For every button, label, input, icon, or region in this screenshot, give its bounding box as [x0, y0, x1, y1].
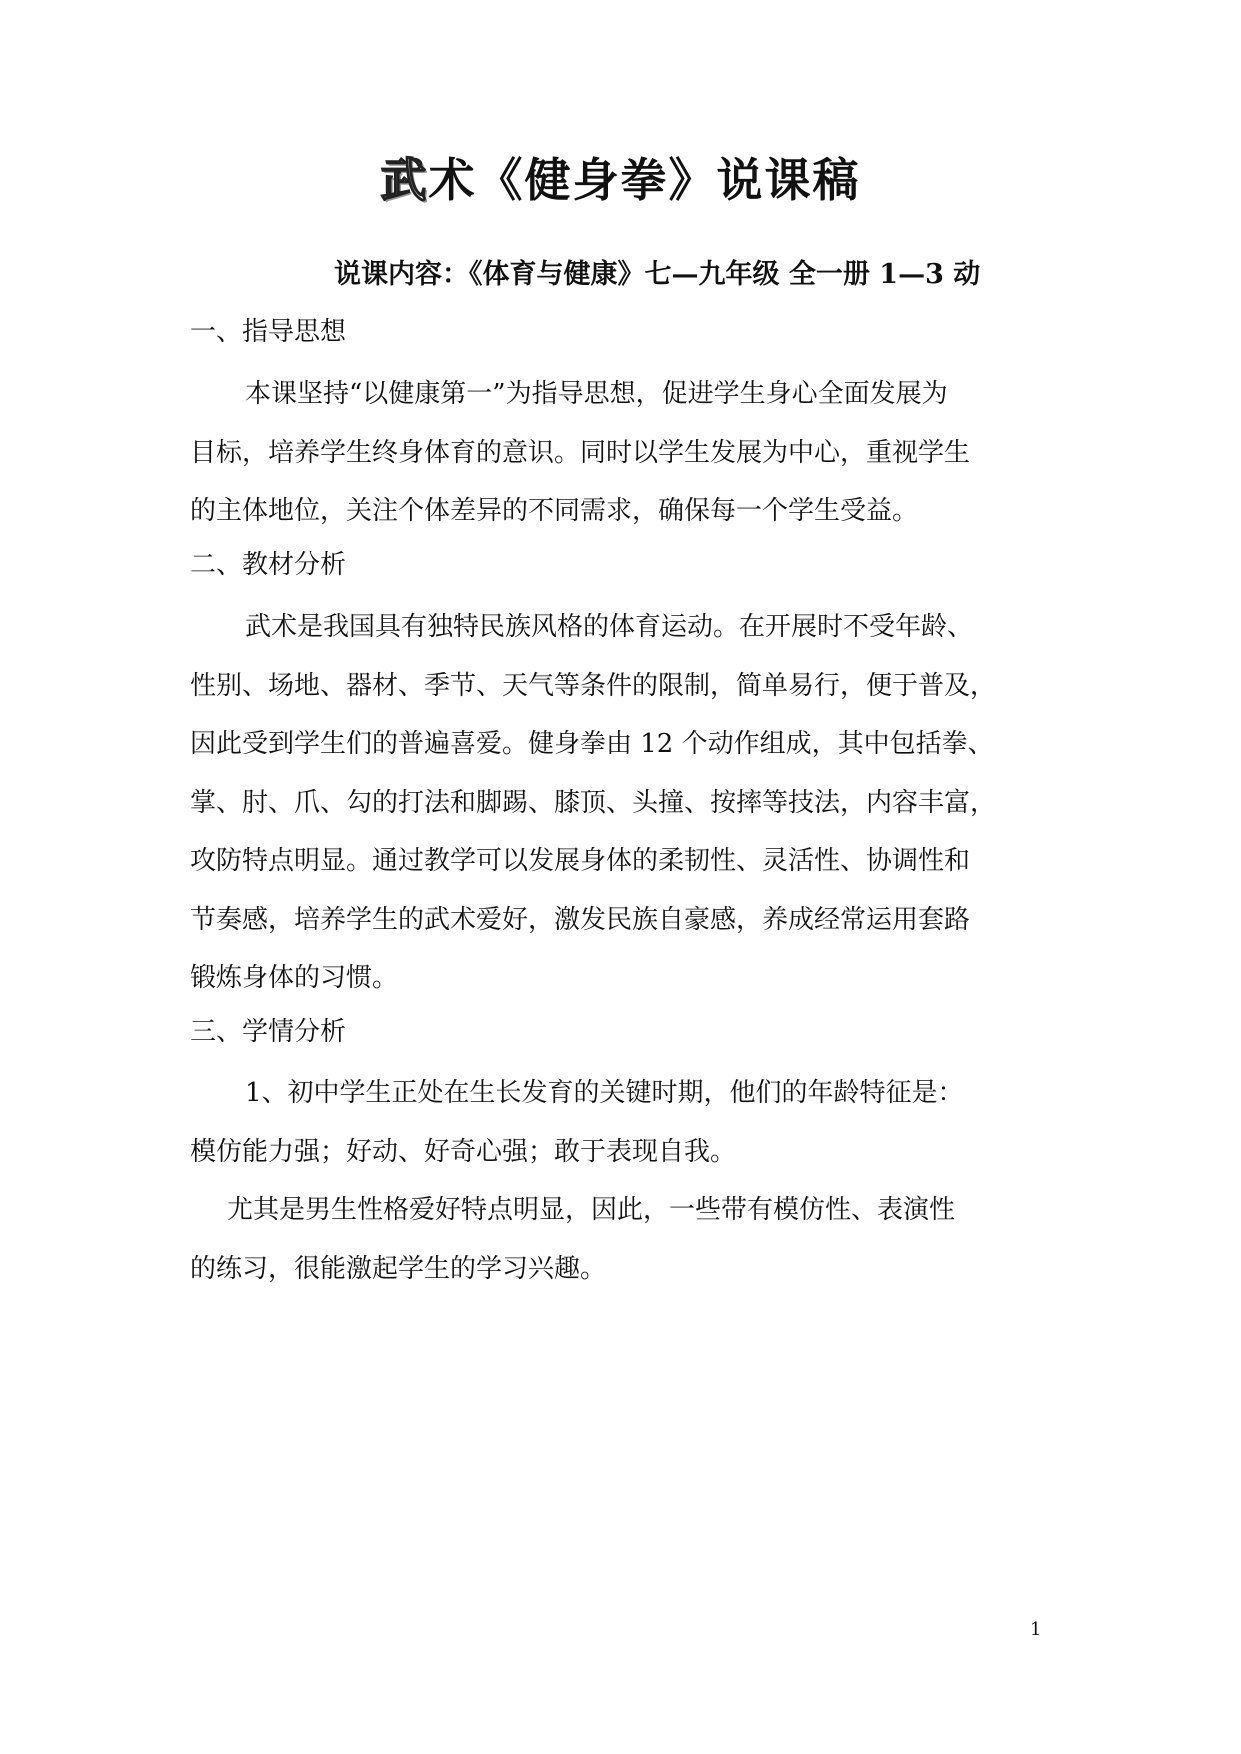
paragraph-line: 本课坚持“以健康第一”为指导思想，促进学生身心全面发展为	[245, 379, 948, 409]
paragraph-line: 尤其是男生性格爱好特点明显，因此，一些带有模仿性、表演性	[227, 1195, 956, 1225]
lesson-content-subtitle: 说课内容：《体育与健康》七—九年级 全一册 1—3 动	[334, 259, 981, 290]
paragraph-line: 攻防特点明显。通过教学可以发展身体的柔韧性、灵活性、协调性和	[190, 846, 971, 876]
section-heading-material-analysis: 二、教材分析	[190, 550, 347, 580]
paragraph-line: 的练习，很能激起学生的学习兴趣。	[190, 1253, 607, 1284]
paragraph-line: 模仿能力强；好动、好奇心强；敢于表现自我。	[190, 1136, 737, 1167]
paragraph-line: 因此受到学生们的普遍喜爱。健身拳由 12 个动作组成，其中包括拳、	[190, 729, 994, 759]
paragraph-line: 目标，培养学生终身体育的意识。同时以学生发展为中心，重视学生	[190, 437, 971, 468]
section-body-guiding-ideology	[190, 365, 1070, 541]
paragraph-line: 性别、场地、器材、季节、天气等条件的限制，简单易行，便于普及，	[190, 670, 997, 701]
paragraph-line: 掌、肘、爪、勾的打法和脚踢、膝顶、头撞、按摔等技法，内容丰富，	[190, 787, 997, 818]
paragraph-line: 的主体地位，关注个体差异的不同需求，确保每一个学生受益。	[190, 496, 919, 526]
document-title	[0, 150, 1241, 210]
paragraph-line: 节奏感，培养学生的武术爱好，激发民族自豪感，养成经常运用套路	[190, 904, 971, 935]
section-body-material-analysis	[190, 598, 1070, 1008]
page-number: 1	[1030, 1619, 1042, 1640]
section-heading-guiding-ideology: 一、指导思想	[190, 317, 347, 347]
section-heading-student-analysis: 三、学情分析	[190, 1017, 347, 1047]
title-outlined-character: 武	[380, 153, 429, 207]
section-body-student-analysis	[190, 1064, 1070, 1298]
paragraph-line: 武术是我国具有独特民族风格的体育运动。在开展时不受年龄、	[245, 612, 974, 642]
paragraph-line: 锻炼身体的习惯。	[190, 963, 399, 993]
title-text: 术《健身拳》说课稿	[428, 153, 861, 207]
paragraph-line: 1、初中学生正处在生长发育的关键时期，他们的年龄特征是：	[245, 1078, 964, 1108]
